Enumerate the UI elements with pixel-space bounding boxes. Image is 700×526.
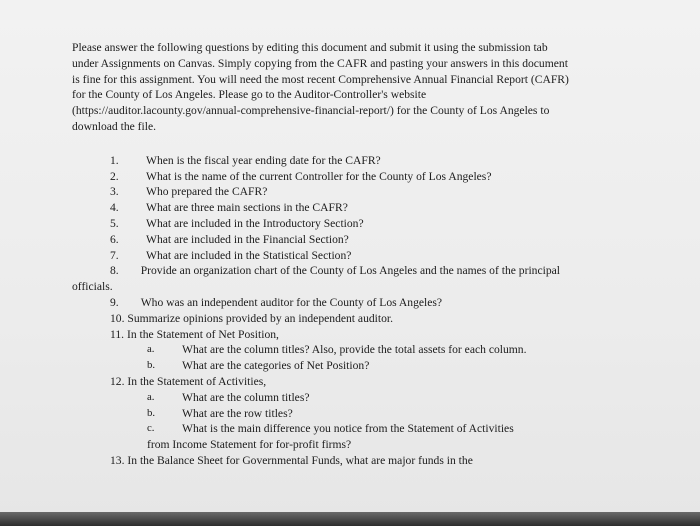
sub-question bbox=[72, 342, 572, 358]
question-item bbox=[72, 184, 572, 200]
sub-question-text: What are the categories of Net Position? bbox=[182, 359, 370, 373]
question-number: 1. bbox=[110, 153, 119, 167]
bottom-edge-bar bbox=[0, 512, 700, 526]
question-number: 5. bbox=[110, 216, 119, 230]
sub-question bbox=[72, 358, 572, 374]
sub-question-text: What are the column titles? Also, provide the total assets for each column. bbox=[182, 343, 527, 357]
question-number: 4. bbox=[110, 201, 119, 215]
sub-question-letter: b. bbox=[147, 406, 156, 419]
sub-question-letter: c. bbox=[147, 422, 155, 435]
question-item bbox=[72, 232, 572, 248]
question-item bbox=[72, 216, 572, 232]
question-item bbox=[72, 200, 572, 216]
question-item: 13. In the Balance Sheet for Governmental Funds, what are major funds in the bbox=[110, 453, 473, 467]
document-body bbox=[72, 40, 572, 469]
sub-question-letter: b. bbox=[147, 359, 156, 372]
sub-question bbox=[72, 421, 572, 437]
question-number: 2. bbox=[110, 169, 119, 183]
sub-question-letter: a. bbox=[147, 390, 155, 403]
question-heading: 11. In the Statement of Net Position, bbox=[110, 327, 279, 341]
question-item bbox=[72, 295, 572, 311]
question-text: Provide an organization chart of the County of Los Angeles and the names of the principal officials. bbox=[72, 264, 561, 294]
question-item bbox=[72, 248, 572, 264]
sub-question bbox=[72, 406, 572, 422]
question-text: Who prepared the CAFR? bbox=[146, 185, 268, 199]
sub-question bbox=[72, 390, 572, 406]
question-text: What are included in the Introductory Section? bbox=[146, 216, 364, 230]
question-text: What are included in the Statistical Section? bbox=[146, 248, 352, 262]
question-item bbox=[72, 169, 572, 185]
sub-question-text: What are the column titles? bbox=[182, 390, 310, 404]
sub-question-letter: a. bbox=[147, 343, 155, 356]
question-item bbox=[72, 263, 572, 295]
question-item: 10. Summarize opinions provided by an independent auditor. bbox=[110, 311, 394, 325]
sub-question-text: What are the row titles? bbox=[182, 406, 293, 420]
question-number: 8. bbox=[110, 264, 119, 278]
question-text: When is the fiscal year ending date for the CAFR? bbox=[146, 153, 381, 167]
question-text: What are included in the Financial Section? bbox=[146, 232, 349, 246]
question-text: Who was an independent auditor for the County of Los Angeles? bbox=[140, 295, 443, 309]
question-number: 6. bbox=[110, 232, 119, 246]
question-number: 7. bbox=[110, 248, 119, 262]
question-number: 9. bbox=[110, 295, 119, 309]
question-heading: 12. In the Statement of Activities, bbox=[110, 374, 267, 388]
question-number: 3. bbox=[110, 185, 119, 199]
question-text: What is the name of the current Controller for the County of Los Angeles? bbox=[146, 169, 492, 183]
sub-question-continuation: from Income Statement for for-profit firms? bbox=[147, 438, 352, 452]
sub-question-text: What is the main difference you notice from the Statement of Activities bbox=[182, 422, 514, 436]
instructions-paragraph: Please answer the following questions by editing this document and submit it using the submission tab under Assignments on Canvas. Simply copying from the CAFR and pasting your answers in this document is fine for this assignment. You will need the most recent Comprehensive Annual Financial Report (CAFR) for the County of Los Angeles. Please go to the Auditor-Controller's website (https://auditor.lacounty.gov/annual-comprehensive-financial-report/) for the County of Los Angeles to download the file. bbox=[72, 41, 569, 133]
question-text: What are three main sections in the CAFR? bbox=[146, 201, 348, 215]
question-item bbox=[72, 153, 572, 169]
